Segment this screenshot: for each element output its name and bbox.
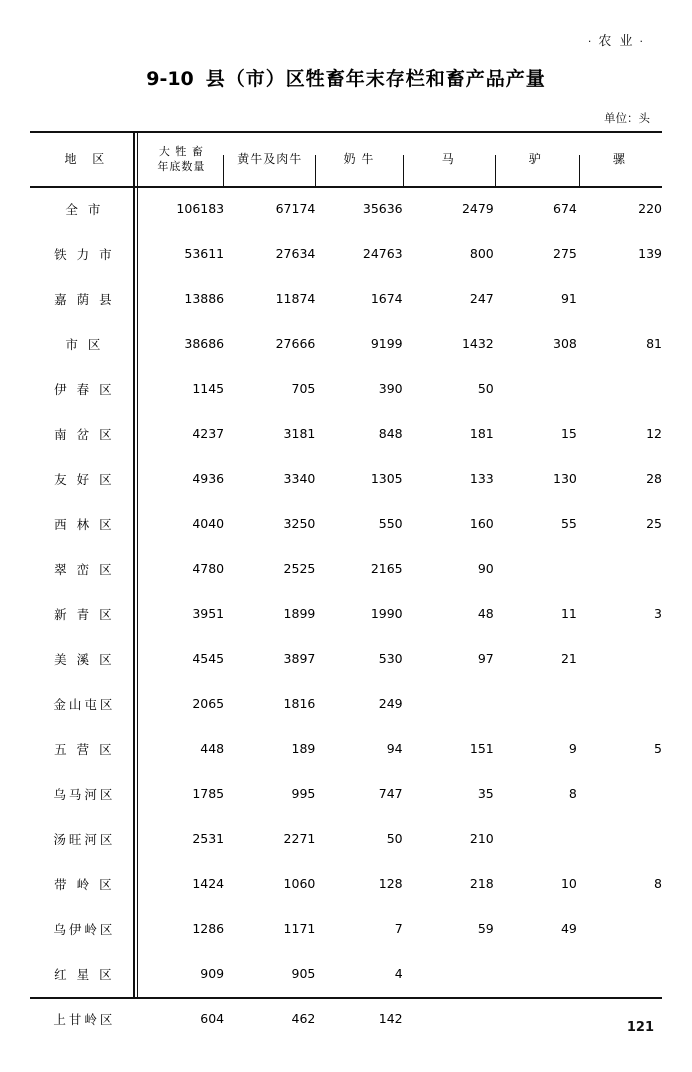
cell-horse: 59 (477, 921, 494, 936)
cell-region: 五 营 区 (54, 741, 115, 757)
cell-dairy-cow: 2165 (370, 561, 403, 576)
cell-dairy-cow: 24763 (362, 246, 403, 261)
cell-horse: 48 (477, 606, 494, 621)
cell-horse: 133 (469, 471, 494, 486)
cell-region: 伊 春 区 (54, 381, 115, 397)
cell-beef-cattle: 462 (291, 1011, 316, 1026)
cell-dairy-cow: 50 (386, 831, 403, 846)
cell-dairy-cow: 94 (386, 741, 403, 756)
cell-beef-cattle: 2525 (283, 561, 316, 576)
cell-donkey: 308 (553, 336, 577, 351)
cell-beef-cattle: 705 (291, 381, 316, 396)
cell-big-livestock: 1785 (192, 786, 225, 801)
cell-beef-cattle: 27634 (275, 246, 316, 261)
cell-donkey (494, 951, 577, 996)
cell-dairy-cow: 1305 (370, 471, 403, 486)
cell-dairy-cow: 1990 (370, 606, 403, 621)
cell-mule: 12 (646, 426, 662, 441)
cell-beef-cattle: 1171 (283, 921, 316, 936)
cell-dairy-cow: 128 (378, 876, 403, 891)
cell-beef-cattle: 3181 (283, 426, 316, 441)
cell-beef-cattle: 67174 (275, 201, 316, 216)
table-row (30, 636, 662, 681)
cell-dairy-cow: 848 (378, 426, 403, 441)
cell-horse (403, 681, 494, 726)
cell-dairy-cow: 747 (378, 786, 403, 801)
cell-mule: 139 (638, 246, 662, 261)
cell-beef-cattle: 3897 (283, 651, 316, 666)
cell-big-livestock: 106183 (176, 201, 225, 216)
cell-big-livestock: 4936 (192, 471, 225, 486)
cell-beef-cattle: 1899 (283, 606, 316, 621)
table-header-row (30, 131, 662, 186)
cell-big-livestock: 1424 (192, 876, 225, 891)
table-header (30, 131, 662, 186)
cell-big-livestock: 909 (200, 966, 225, 981)
cell-beef-cattle: 189 (291, 741, 316, 756)
bullet-icon: · (639, 35, 645, 48)
cell-horse: 151 (469, 741, 494, 756)
cell-region: 铁 力 市 (54, 246, 115, 262)
cell-big-livestock: 604 (200, 1011, 225, 1026)
cell-horse: 50 (477, 381, 494, 396)
bullet-icon: · (587, 35, 594, 48)
cell-beef-cattle: 1816 (283, 696, 316, 711)
cell-big-livestock: 3951 (192, 606, 225, 621)
cell-donkey: 49 (560, 921, 577, 936)
page-number: 121 (626, 1020, 654, 1035)
cell-horse: 35 (477, 786, 494, 801)
cell-horse: 1432 (461, 336, 494, 351)
livestock-table (30, 131, 662, 1041)
cell-region: 南 岔 区 (54, 426, 115, 442)
cell-region: 西 林 区 (54, 516, 115, 532)
cell-horse: 800 (469, 246, 494, 261)
table-row (30, 231, 662, 276)
table-row (30, 366, 662, 411)
column-header-big-livestock-line2: 年底数量 (157, 159, 206, 173)
cell-mule (577, 636, 662, 681)
cell-mule: 5 (654, 741, 662, 756)
cell-beef-cattle: 11874 (275, 291, 316, 306)
cell-dairy-cow: 530 (378, 651, 403, 666)
cell-mule: 28 (646, 471, 662, 486)
unit-note: 单位：头 (604, 111, 650, 125)
cell-big-livestock: 1286 (192, 921, 225, 936)
cell-big-livestock: 1145 (192, 381, 225, 396)
table-row (30, 681, 662, 726)
table-row (30, 861, 662, 906)
cell-region: 新 青 区 (54, 606, 115, 622)
cell-mule: 220 (638, 201, 662, 216)
table-row (30, 411, 662, 456)
cell-region: 乌马河区 (53, 786, 116, 802)
cell-dairy-cow: 7 (394, 921, 403, 936)
cell-region: 翠 峦 区 (54, 561, 115, 577)
cell-dairy-cow: 1674 (370, 291, 403, 306)
cell-mule (577, 951, 662, 996)
cell-dairy-cow: 550 (378, 516, 403, 531)
table-row (30, 186, 662, 231)
cell-big-livestock: 4237 (192, 426, 225, 441)
column-header-mule: 骡 (612, 152, 626, 166)
cell-donkey (494, 816, 577, 861)
cell-donkey: 15 (560, 426, 577, 441)
cell-beef-cattle: 905 (291, 966, 316, 981)
cell-mule (577, 681, 662, 726)
cell-mule: 81 (646, 336, 662, 351)
cell-mule (577, 771, 662, 816)
cell-big-livestock: 38686 (184, 336, 225, 351)
table-title-text: 县（市）区牲畜年末存栏和畜产品产量 (205, 68, 546, 90)
cell-beef-cattle: 995 (291, 786, 316, 801)
column-header-region: 地 区 (64, 152, 111, 166)
table-row (30, 321, 662, 366)
cell-horse: 90 (477, 561, 494, 576)
cell-dairy-cow: 249 (378, 696, 403, 711)
table-row (30, 726, 662, 771)
cell-donkey: 21 (560, 651, 577, 666)
cell-dairy-cow: 9199 (370, 336, 403, 351)
cell-beef-cattle: 2271 (283, 831, 316, 846)
cell-region: 全 市 (65, 201, 104, 217)
cell-beef-cattle: 27666 (275, 336, 316, 351)
cell-horse: 247 (469, 291, 494, 306)
table-row (30, 771, 662, 816)
column-header-beef-cattle: 黄牛及肉牛 (237, 152, 303, 166)
cell-horse: 97 (477, 651, 494, 666)
cell-big-livestock: 53611 (184, 246, 225, 261)
cell-big-livestock: 4780 (192, 561, 225, 576)
cell-beef-cattle: 3250 (283, 516, 316, 531)
cell-horse: 218 (469, 876, 494, 891)
table-row (30, 501, 662, 546)
table-row (30, 816, 662, 861)
running-head-label: 农 业 (598, 34, 635, 49)
table-row (30, 591, 662, 636)
cell-mule (577, 546, 662, 591)
cell-big-livestock: 13886 (184, 291, 225, 306)
cell-mule (577, 816, 662, 861)
running-head (583, 30, 650, 49)
cell-mule: 3 (654, 606, 662, 621)
cell-donkey: 275 (553, 246, 577, 261)
cell-donkey: 8 (568, 786, 577, 801)
table-number: 9-10 (146, 68, 194, 90)
column-header-horse: 马 (441, 152, 455, 166)
cell-region: 友 好 区 (54, 471, 115, 487)
cell-donkey: 11 (560, 606, 577, 621)
cell-donkey: 674 (553, 201, 577, 216)
cell-region: 乌伊岭区 (53, 921, 116, 937)
cell-dairy-cow: 4 (394, 966, 403, 981)
cell-dairy-cow: 142 (378, 1011, 403, 1026)
table-row (30, 906, 662, 951)
table-row (30, 456, 662, 501)
cell-big-livestock: 448 (200, 741, 225, 756)
column-header-dairy-cow: 奶 牛 (343, 152, 375, 166)
cell-horse (403, 951, 494, 996)
table-row (30, 546, 662, 591)
cell-donkey: 10 (560, 876, 577, 891)
cell-donkey: 55 (560, 516, 577, 531)
column-header-donkey: 驴 (528, 152, 542, 166)
cell-region: 红 星 区 (54, 966, 115, 982)
cell-mule (577, 276, 662, 321)
cell-mule: 8 (654, 876, 662, 891)
cell-region: 汤旺河区 (53, 831, 116, 847)
cell-region: 带 岭 区 (54, 876, 115, 892)
table-body (30, 186, 662, 1041)
cell-mule (577, 906, 662, 951)
cell-region: 上甘岭区 (53, 1011, 116, 1027)
cell-big-livestock: 2065 (192, 696, 225, 711)
table-row (30, 276, 662, 321)
column-header-big-livestock (139, 131, 224, 186)
cell-big-livestock: 4040 (192, 516, 225, 531)
cell-big-livestock: 4545 (192, 651, 225, 666)
cell-region: 金山屯区 (53, 696, 116, 712)
cell-horse: 210 (469, 831, 494, 846)
cell-region: 市 区 (65, 336, 104, 352)
cell-donkey: 130 (553, 471, 577, 486)
cell-donkey (494, 366, 577, 411)
cell-dairy-cow: 35636 (362, 201, 403, 216)
cell-beef-cattle: 3340 (283, 471, 316, 486)
cell-mule (577, 366, 662, 411)
page-title (0, 64, 692, 91)
cell-big-livestock: 2531 (192, 831, 225, 846)
cell-donkey (494, 546, 577, 591)
cell-beef-cattle: 1060 (283, 876, 316, 891)
column-header-big-livestock-line1: 大 牲 畜 (158, 144, 204, 158)
cell-donkey: 91 (560, 291, 577, 306)
cell-dairy-cow: 390 (378, 381, 403, 396)
cell-donkey: 9 (568, 741, 577, 756)
table-row (30, 951, 662, 996)
cell-horse: 181 (469, 426, 494, 441)
cell-horse: 2479 (461, 201, 494, 216)
cell-horse: 160 (469, 516, 494, 531)
cell-mule: 25 (646, 516, 662, 531)
cell-donkey (494, 681, 577, 726)
cell-region: 美 溪 区 (54, 651, 115, 667)
cell-region: 嘉 荫 县 (54, 291, 115, 307)
